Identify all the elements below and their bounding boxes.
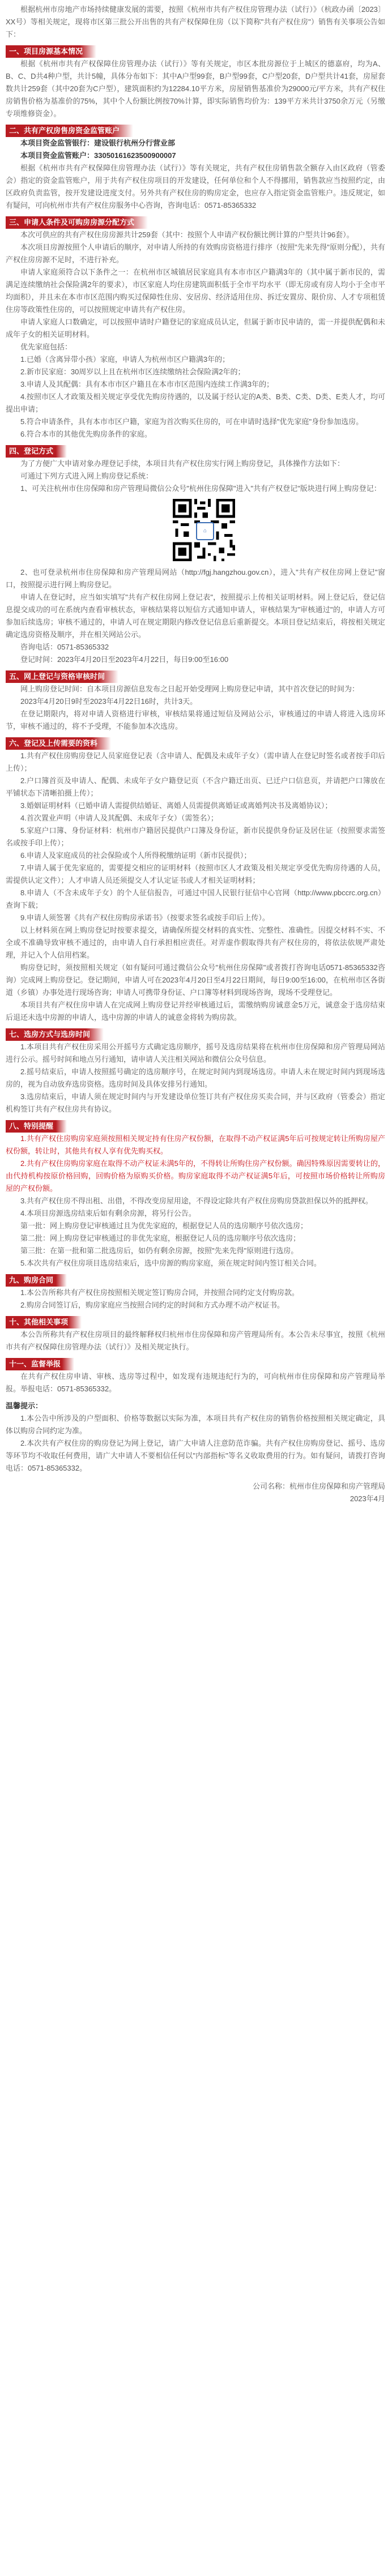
section-title: 一、项目房源基本情况 — [6, 45, 96, 58]
paragraph: 网上购房登记时间：自本项目房源信息发布之日起开始受理网上购房登记申请，其中首次登记的时间为： — [20, 685, 360, 693]
section-title: 五、网上登记与资格审核时间 — [6, 670, 118, 683]
paragraph: 1.本项目共有产权住房采用公开摇号方式确定选房顺序，摇号及选房结果将在杭州市住房保障和房产管理局网站进行公示。摇号时间和地点另行通知，请申请人关注相关网站和微信公众号信息。 — [6, 1043, 385, 1063]
list-item: 2.户口簿首页及申请人、配偶、未成年子女户籍登记页（不含户籍迁出页、已迁户口信息页，并请把户口簿放在平铺状态下清晰拍摄上传）； — [6, 776, 385, 797]
paragraph: 2.摇号结束后，申请人按照摇号确定的选房顺序号，在规定时间内到现场选房。申请人未在规定时间内到现场选房的，视为自动放弃选房资格。选房时间及具体安排另行通知。 — [6, 1067, 385, 1088]
paragraph: 根据《杭州市共有产权保障住房管理办法（试行）》等有关规定，共有产权住房销售款全额存入由区政府（管委会）指定的资金监管账户，用于共有产权住房项目的开发建设，任何单位和个人不得挪用，销售款应当按照约定，由区政府负责监管，按开发建设进度支付。另外共有产权住房的购房定金，也应存入指定资金监管账户。违反规定，如有疑问，可向杭州市共有产权住房服务中心咨询，咨询电话：0571-85365332 — [6, 164, 385, 210]
paragraph: 3.选房结束后，申请人须在规定时间内与开发建设单位签订共有产权住房买卖合同，并与区政府（管委会）指定机构签订共有产权住房共有协议。 — [6, 1092, 385, 1113]
paragraph: 4.本项目房源选房结束后如有剩余房源，将另行公告。 — [20, 1209, 196, 1217]
paragraph: 申请人家庭须符合以下条件之一：在杭州市区城镇居民家庭具有本市市区户籍满3年的（其中属于新市民的，需满足连续缴纳社会保险满2年的要求），市区家庭人均住房建筑面积低于全市平均水平（即无房或有房人均小于全市平均面积），并且未在本市市区范围内购买过保障性住房、安居房、经济适用住房、拆迁安置房、限价房、人才专项租赁住房等政策性住房的，可以按照规定申请共有产权住房。 — [6, 268, 385, 314]
paragraph: 申请人家庭人口数确定，可以按照申请时户籍登记的家庭成员认定，但属于新市民申请的，需一并提供配偶和未成年子女的相关证明材料。 — [6, 318, 385, 339]
list-item: 2、也可登录杭州市住房保障和房产管理局网站（http://fgj.hangzhou.gov.cn），进入"共有产权住房网上登记"窗口，按照提示进行网上购房登记。 — [6, 568, 385, 589]
section-title: 九、购房合同 — [6, 1274, 67, 1287]
list-item: 2.新市民家庭：30周岁以上且在杭州市区连续缴纳社会保险满2年的； — [20, 368, 245, 376]
phone-line: 咨询电话：0571-85365332 — [20, 643, 109, 651]
section-title: 十、其他相关事项 — [6, 1316, 82, 1328]
section-title: 四、登记方式 — [6, 445, 67, 458]
paragraph: 2.购房合同签订后，购房家庭应当按照合同约定的时间和方式办理不动产权证书。 — [20, 1301, 284, 1309]
paragraph: 5.符合申请条件，具有本市市区户籍，家庭为首次购买住房的，可在申请时选择"优先家庭"身份参加选房。 — [20, 417, 364, 426]
intro: 根据杭州市房地产市场持续健康发展的需要，按照《杭州市共有产权住房管理办法（试行）》（杭政办函〔2023〕XX号）等相关规定，现将市区第三批公开出售的共有产权保障住房（以下简称"共有产权住房"）销售有关事项公告如下： — [6, 5, 385, 39]
paragraph: 6.符合本市的其他优先购房条件的家庭。 — [20, 430, 152, 438]
list-item: 4.按照市区人才政策及相关规定享受优先购房待遇的，以及属于经认定的A类、B类、C类、D类、E类人才，均可提出申请； — [6, 392, 385, 413]
section-title: 七、选房方式与选房时间 — [6, 1028, 104, 1041]
list-item: 第三批：在第一批和第二批选房后，如仍有剩余房源，按照"先来先得"原则进行选房。 — [20, 1246, 299, 1255]
section-title: 八、特别提醒 — [6, 1120, 67, 1133]
account-value: 33050161623500900007 — [94, 151, 176, 160]
paragraph: 本公告所称共有产权住房项目的最终解释权归杭州市住房保障和房产管理局所有。本公告未尽事宜，按照《杭州市共有产权保障住房管理办法（试行）》及相关规定执行。 — [6, 1330, 385, 1351]
warning-text: 1.共有产权住房购房家庭须按照相关规定持有住房产权份额，在取得不动产权证满5年后可按规定转让所购房屋产权份额，转让时，其他共有权人享有优先购买权。 — [6, 1134, 385, 1155]
bank-value: 建设银行杭州分行营业部 — [94, 139, 176, 147]
notes-title: 温馨提示： — [6, 1402, 43, 1410]
note-item: 2.本次共有产权住房的购房登记为网上登记，请广大申请人注意防范诈骗。共有产权住房购房登记、摇号、选房等环节均不收取任何费用，请广大申请人不要相信任何以"内部指标"等名义收取费用的行为。如有疑问，请拨打咨询电话：0571-85365332。 — [6, 1439, 385, 1472]
paragraph: 本次可供应的共有产权住房房源共计259套（其中：按照个人申请产权份额比例计算的户型共计96套）。 — [20, 230, 354, 239]
warning-text: 2.共有产权住房购房家庭在取得不动产权证未满5年的，不得转让所购住房产权份额。确因特殊原因需要转让的，由代持机构按原价格回购，回购价格为原购买价格。购房家庭取得不动产权证满5年后，可按照市场价格转让所购房屋的产权份额。 — [6, 1159, 385, 1193]
paragraph: 本项目共有产权住房申请人在完成网上购房登记并经审核通过后，需缴纳购房诚意金5万元，诚意金于选房结束后退还未选中房源的申请人，选中房源的申请人的诚意金将转为购房款。 — [6, 1001, 385, 1022]
list-item: 3.婚姻证明材料（已婚申请人需提供结婚证、离婚人员需提供离婚证或离婚判决书及离婚协议）； — [20, 801, 333, 810]
list-item: 1、可关注杭州市住房保障和房产管理局微信公众号"杭州住房保障"进入"共有产权登记"版块进行网上购房登记： — [20, 484, 381, 493]
time-line: 登记时间：2023年4月20日至2023年4月22日，每日9:00至16:00 — [20, 655, 229, 664]
paragraph: 3.共有产权住房不得出租、出借，不得改变房屋用途，不得设定除共有产权住房购房贷款担保以外的抵押权。 — [20, 1197, 373, 1205]
list-item: 1.已婚（含离异带小孩）家庭，申请人为杭州市区户籍满3年的； — [20, 355, 230, 364]
section-title: 三、申请人条件及可购房房源分配方式 — [6, 216, 148, 229]
list-item: 4.首次置业声明（申请人及其配偶、未成年子女）（需签名）； — [20, 814, 218, 822]
app-logo-icon: ⌂ — [196, 522, 214, 540]
signature-date: 2023年4月 — [350, 1494, 385, 1503]
list-item: 7.申请人属于优先家庭的，需要提交相应的证明材料（按照市区人才政策及相关规定享受优先购房待遇的人员，需提供认定文件）；人才申请人员还须提交人才认定证书或人才相关证明材料； — [6, 864, 385, 885]
list-item: 第一批：网上购房登记审核通过且为优先家庭的，根据登记人员的选房顺序号依次选房； — [20, 1221, 308, 1230]
paragraph: 可通过下列方式进入网上购房登记系统： — [20, 472, 154, 480]
list-item: 6.申请人及家庭成员的社会保险或个人所得税缴纳证明（新市民提供）； — [20, 851, 252, 860]
section-title: 六、登记及上传需要的资料 — [6, 737, 111, 750]
list-item: 5.家庭户口簿、身份证材料：杭州市户籍居民提供户口簿及身份证，新市民提供身份证及居住证（按照要求需签名或按手印上传）； — [6, 826, 385, 847]
paragraph: 5.本次共有产权住房项目选房结束后，选中房源的购房家庭，须在规定时间内签订相关合同。 — [20, 1259, 321, 1267]
paragraph: 以上材料须在网上购房登记时按要求提交，请确保所提交材料的真实性、完整性、准确性。因提交材料不实、不全或不准确导致审核不通过的，由申请人自行承担相应责任。对弄虚作假取得共有产权住房的，将依法依规严肃处理，并记入个人信用档案。 — [6, 926, 385, 959]
note-item: 1.本公告中所涉及的户型面积、价格等数据以实际为准，本项目共有产权住房的销售价格按照相关规定确定，具体以购房合同约定为准。 — [6, 1414, 385, 1435]
signature-org: 公司名称：杭州市住房保障和房产管理局 — [252, 1482, 385, 1490]
list-item: 8.申请人（不含未成年子女）的个人征信报告，可通过中国人民银行征信中心官网（http://www.pbccrc.org.cn）查询下载； — [6, 888, 385, 909]
qr-code-image[interactable] — [170, 496, 238, 564]
section-title: 二、共有产权房售房资金监管账户 — [6, 125, 133, 137]
paragraph: 在共有产权住房申请、审核、选房等过程中，如发现有违规违纪行为的，可向杭州市住房保障和房产管理局举报。举报电话：0571-85365332。 — [6, 1372, 385, 1393]
section-title: 十一、监督举报 — [6, 1358, 74, 1370]
bank-label: 本项目资金监管银行： — [20, 139, 95, 147]
paragraph: 购房登记时，须按照相关规定（如有疑问可通过微信公众号"杭州住房保障"或者拨打咨询电话0571-85365332咨询）完成网上购房登记。登记期间，申请人可在2023年4月20日至4月22日期间，每日9:00至16:00，在杭州市区各街道（乡镇）办事处进行现场咨询；申请人可携带身份证、户口簿等材料到现场咨询，现场不受理登记。 — [6, 963, 385, 997]
account-label: 本项目资金监管账户： — [20, 151, 95, 160]
bank-line — [6, 137, 385, 149]
list-item: 第二批：网上购房登记审核通过的非优先家庭，根据登记人员的选房顺序号依次选房； — [20, 1234, 301, 1242]
account-line — [6, 149, 385, 162]
paragraph: 本次项目房源按照个人申请后的顺序，对申请人所持的有效购房资格进行排序（按照"先来先得"原则分配），共有产权住房房源不足时，不进行补充。 — [6, 243, 385, 264]
paragraph: 根据《杭州市共有产权保障住房管理办法（试行）》等有关规定，市区本批房源位于上城区的德嘉府，均为A、B、C、D共4种户型，共计5幢，具体分布如下：其中A户型99套，B户型99套，C户型20套，D户型共计41套，房屋套数共计259套（其中20套为C户型），建筑面积约为12284.10平方米，房屋销售基准价为29000元/平方米，共有产权住房销售价格为基准价的75%，其中个人份额比例按70%计算，即实际销售均价为：139平方米共计3750余万元（另缴专项维修资金）。 — [6, 59, 385, 118]
paragraph: 在登记期限内，将对申请人资格进行审核，审核结果将通过短信及网站公示，审核通过的申请人将进入选房环节，审核不通过的，将不予受理，不能参加本次选房。 — [6, 710, 385, 730]
paragraph: 优先家庭包括： — [20, 343, 73, 351]
paragraph: 1.本公告所称共有产权住房按照相关规定签订购房合同，并按照合同约定支付购房款。 — [20, 1288, 299, 1297]
paragraph: 为了方便广大申请对象办理登记手续，本项目共有产权住房实行网上购房登记，具体操作方法如下： — [20, 459, 345, 468]
paragraph: 2023年4月20日9时至2023年4月22日16时，共计3天。 — [20, 697, 198, 706]
list-item: 1.共有产权住房购房登记人员家庭登记表（含申请人、配偶及未成年子女）（需申请人在登记时签名或者按手印后上传）； — [6, 751, 385, 772]
list-item: 9.申请人须签署《共有产权住房购房承诺书》（按要求签名或按手印后上传）。 — [20, 913, 270, 922]
list-item: 3.申请人及其配偶：具有本市市区户籍且在本市市区范围内连续工作满3年的； — [20, 380, 274, 388]
paragraph: 申请人在登记时，应当如实填写"共有产权住房网上登记表"，按照提示上传相关证明材料。网上登记后，登记信息提交成功的可在系统内查看审核状态，审核结果将以短信方式通知申请人，审核结果为"审核通过"的，申请人方可参加后续选房；审核不通过的，申请人可在规定期限内修改登记信息后重新提交。本项目登记结束后，将按相关规定确定选房资格及顺序，并在相关网站公示。 — [6, 593, 385, 639]
